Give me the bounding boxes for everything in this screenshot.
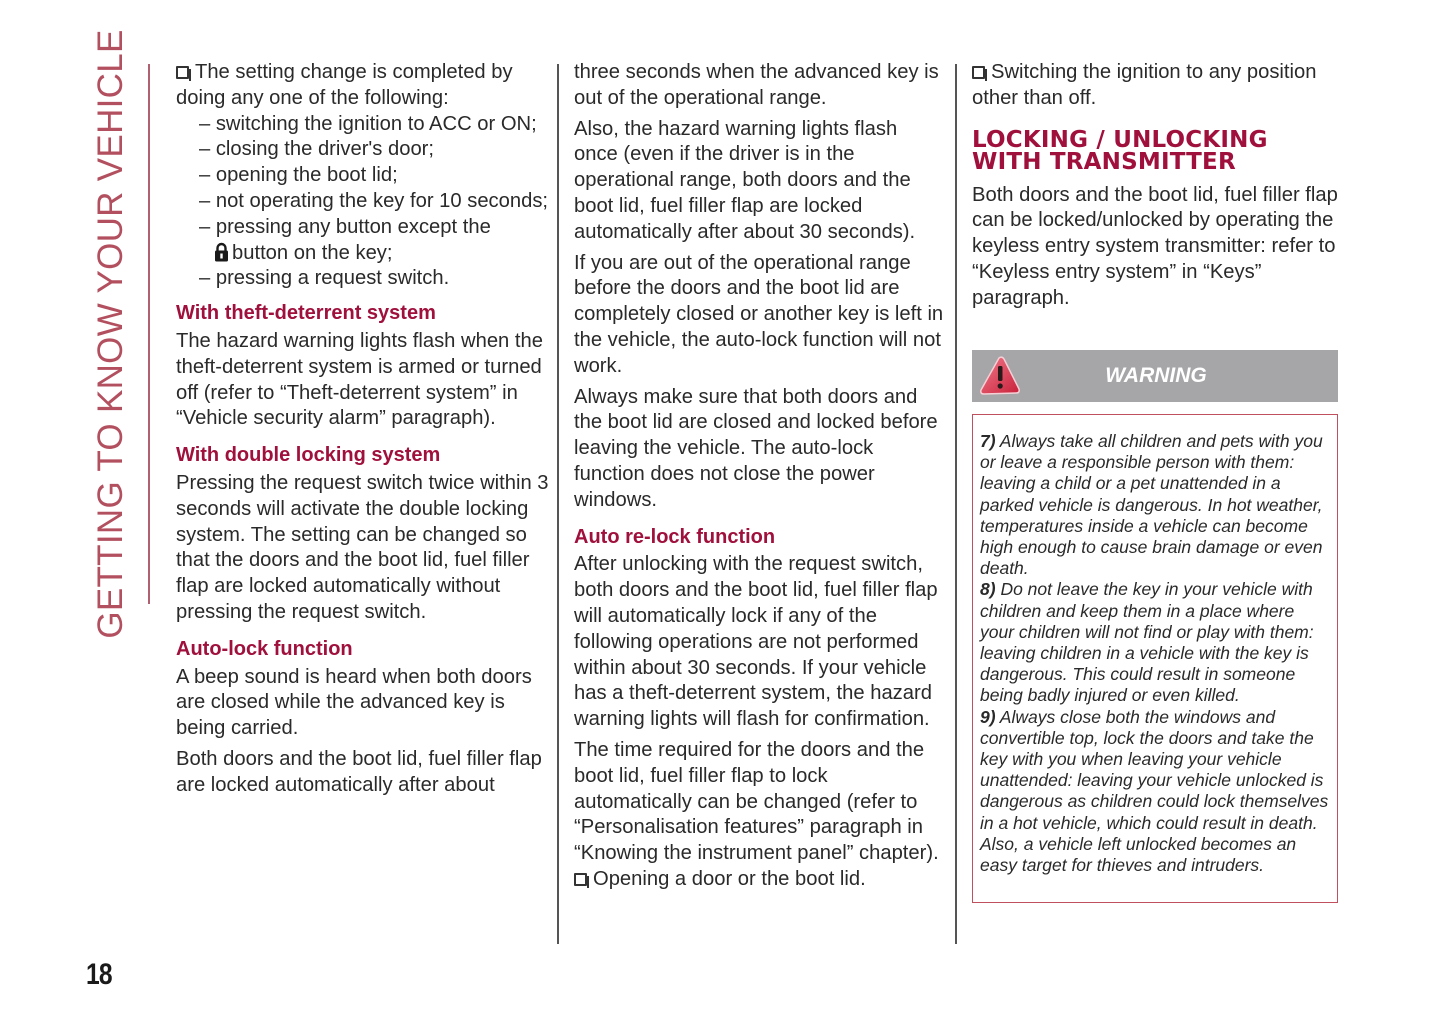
list-item: – pressing any button except the button on the key;	[199, 215, 491, 264]
side-divider	[148, 64, 150, 604]
list-item: – closing the driver's door;	[199, 138, 435, 161]
theft-paragraph: The hazard warning lights flash when the theft-deterrent system is armed or turned off (refer to “Theft-deterrent system” in “Vehicle security alarm” paragraph).	[176, 329, 543, 430]
column-3	[972, 60, 1338, 317]
checkbox-bullet-icon	[176, 66, 189, 79]
checkbox-bullet-icon	[972, 66, 985, 79]
column-2	[574, 60, 946, 898]
warning-header	[972, 350, 1338, 402]
bullet-item: Switching the ignition to any position other than off.	[972, 61, 1317, 109]
warning-item-8: 8) Do not leave the key in your vehicle with children and keep them in a place where your children will not find or play with them: leaving children in a vehicle with the key is dangerous. This could result in someone being badly injured or even killed.	[980, 579, 1314, 706]
column-1	[176, 60, 551, 804]
warning-item-9: 9) Always close both the windows and convertible top, lock the doors and take the key with you when leaving your vehicle unattended: leaving your vehicle unlocked is dangerous as children could lock themselves in a hot vehicle, which could result in death. Also, a vehicle left unlocked becomes an easy target for thieves and intruders.	[980, 706, 1329, 876]
auto-lock-paragraph-2: Both doors and the boot lid, fuel filler flap are locked automatically after about	[176, 747, 542, 796]
list-item: – switching the ignition to ACC or ON;	[199, 112, 537, 135]
completion-list	[176, 112, 551, 293]
heading-auto-lock: Auto-lock function	[176, 637, 353, 660]
section-title: LOCKING / UNLOCKING WITH TRANSMITTER	[972, 126, 1268, 175]
heading-theft-deterrent: With theft-deterrent system	[176, 302, 436, 325]
page-number: 18	[86, 958, 112, 991]
paragraph: Also, the hazard warning lights flash once (even if the driver is in the operational range, both doors and the boot lid, fuel filler flap are locked automatically after about 30 seconds).	[574, 117, 916, 243]
chapter-title-text: GETTING TO KNOW YOUR VEHICLE	[91, 29, 130, 639]
warning-box	[972, 414, 1338, 903]
paragraph: The time required for the doors and the boot lid, fuel filler flap to lock automatically can be changed (refer to “Personalisation features” paragraph in “Knowing the instrument panel” chapter).	[574, 738, 939, 865]
list-item: – not operating the key for 10 seconds;	[199, 189, 549, 212]
list-item: – pressing a request switch.	[199, 267, 450, 290]
bullet-item: Opening a door or the boot lid.	[574, 867, 946, 893]
intro-paragraph: The setting change is completed by doing any one of the following:	[176, 61, 513, 109]
lock-icon	[214, 242, 229, 262]
paragraph: After unlocking with the request switch, both doors and the boot lid, fuel filler flap will automatically lock if any of the following operations are not performed within about 30 seconds. If your vehicle has a theft-deterrent system, the hazard warning lights will flash for confirmation.	[574, 553, 938, 731]
column-divider-2	[955, 64, 957, 944]
transmitter-paragraph: Both doors and the boot lid, fuel filler flap can be locked/unlocked by operating the keyless entry system transmitter: refer to “Keyless entry system” in “Keys” paragraph.	[972, 183, 1338, 309]
list-item: – opening the boot lid;	[199, 164, 398, 187]
column-divider-1	[557, 64, 559, 944]
paragraph: Always make sure that both doors and the boot lid are closed and locked before leaving the vehicle. The auto-lock function does not close the power windows.	[574, 385, 938, 511]
paragraph: three seconds when the advanced key is out of the operational range.	[574, 61, 939, 109]
auto-lock-paragraph-1: A beep sound is heard when both doors are closed while the advanced key is being carried.	[176, 665, 532, 740]
chapter-side-title	[84, 29, 138, 639]
paragraph: If you are out of the operational range before the doors and the boot lid are completely closed or another key is left in the vehicle, the auto-lock function will not work.	[574, 251, 944, 377]
heading-double-locking: With double locking system	[176, 444, 441, 467]
double-locking-paragraph: Pressing the request switch twice within 3 seconds will activate the double locking system. The setting can be changed so that the doors and the boot lid, fuel filler flap are locked automatically without pressing the request switch.	[176, 471, 549, 623]
checkbox-bullet-icon	[574, 873, 587, 886]
warning-label: WARNING	[1105, 364, 1207, 387]
warning-item-7: 7) Always take all children and pets with you or leave a responsible person with them: leaving a child or a pet unattended in a parked vehicle is dangerous. In hot weather, temperatures inside a vehicle can become high enough to cause brain damage or even death.	[980, 431, 1323, 579]
heading-auto-relock: Auto re-lock function	[574, 525, 776, 548]
